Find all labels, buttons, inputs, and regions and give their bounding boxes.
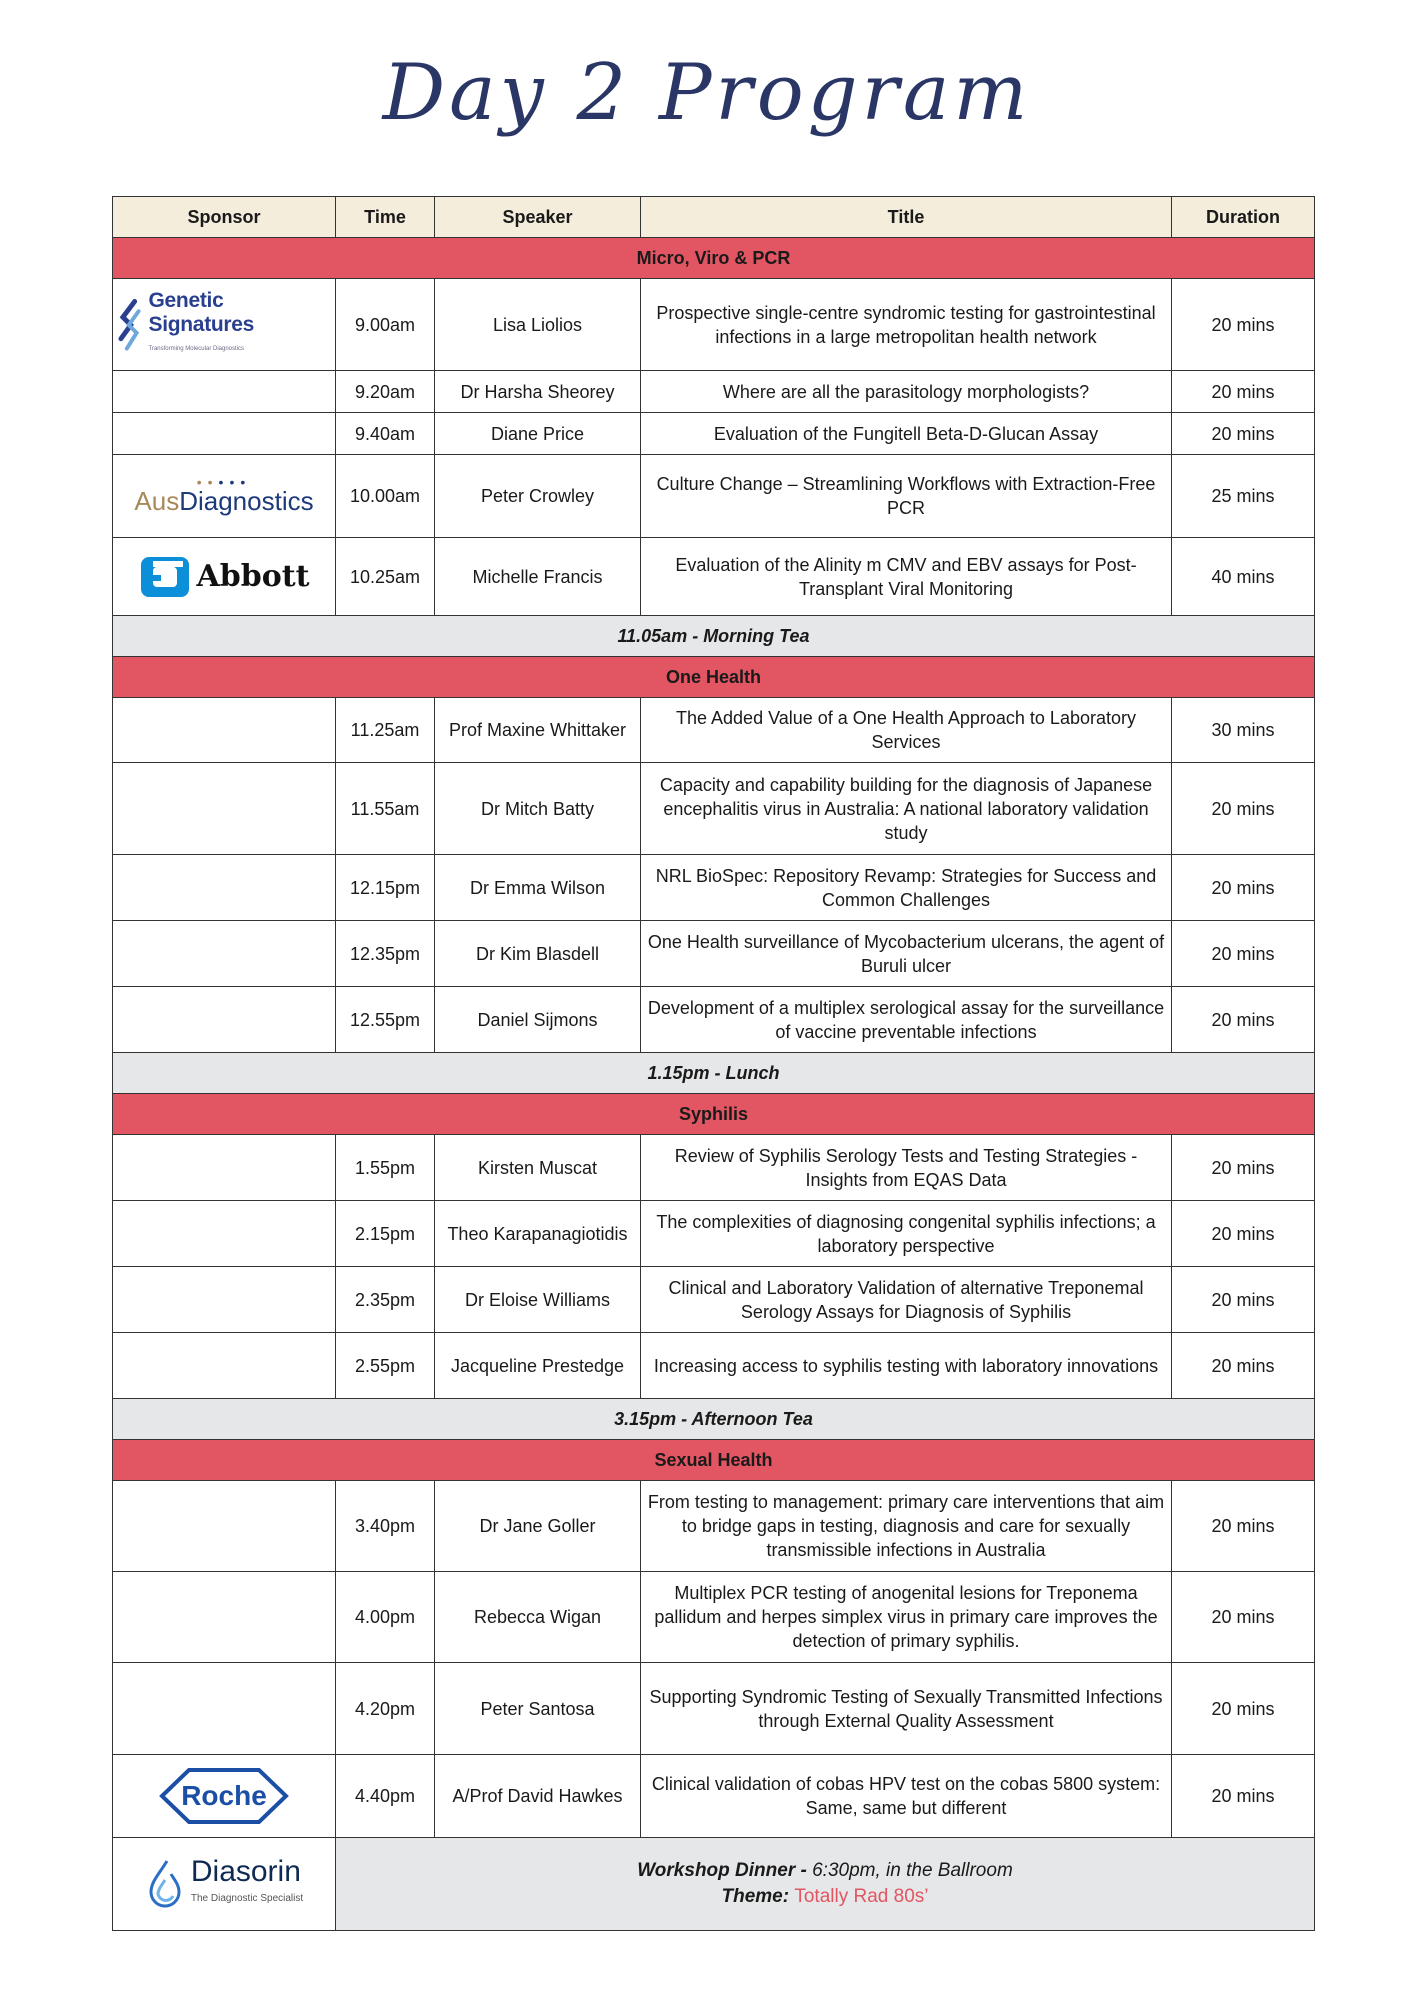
speaker-cell: Dr Harsha Sheorey [435,371,641,413]
ausdiagnostics-logo [117,474,331,516]
time-cell: 1.55pm [336,1135,435,1201]
speaker-cell: Dr Kim Blasdell [435,921,641,987]
table-row [113,987,1315,1053]
break-lunch: 1.15pm - Lunch [113,1053,1315,1094]
theme-label: Theme: [721,1886,790,1907]
speaker-cell: Dr Emma Wilson [435,855,641,921]
sponsor-cell [113,1267,336,1333]
speaker-cell: Peter Crowley [435,455,641,538]
title-cell: Development of a multiplex serological assay for the surveillance of vaccine preventable infections [641,987,1172,1053]
sponsor-tagline: The Diagnostic Specialist [190,1893,304,1904]
section-one-health: One Health [113,657,1315,698]
duration-cell: 20 mins [1172,1201,1315,1267]
break-row [113,616,1315,657]
sponsor-cell [113,1201,336,1267]
title-cell: Evaluation of the Fungitell Beta-D-Glucan Assay [641,413,1172,455]
table-row [113,279,1315,371]
sponsor-name: Abbott [196,558,310,594]
title-cell: Capacity and capability building for the diagnosis of Japanese encephalitis virus in Australia: A national laboratory validation study [641,763,1172,855]
sponsor-name: Genetic Signatures [148,288,255,336]
sponsor-cell [113,921,336,987]
sponsor-cell [113,455,336,538]
header-row [113,197,1315,238]
time-cell: 11.55am [336,763,435,855]
table-row [113,1663,1315,1755]
header-duration: Duration [1172,197,1315,238]
abbott-icon [139,555,191,599]
title-cell: NRL BioSpec: Repository Revamp: Strategies for Success and Common Challenges [641,855,1172,921]
sponsor-cell [113,279,336,371]
program-table [112,196,1315,1931]
title-cell: The Added Value of a One Health Approach to Laboratory Services [641,698,1172,763]
title-cell: Clinical and Laboratory Validation of alternative Treponemal Serology Assays for Diagnosis of Syphilis [641,1267,1172,1333]
duration-cell: 20 mins [1172,921,1315,987]
time-cell: 10.25am [336,538,435,616]
title-cell: Prospective single-centre syndromic testing for gastrointestinal infections in a large metropolitan health network [641,279,1172,371]
theme-value: Totally Rad 80s’ [794,1886,929,1907]
time-cell: 12.55pm [336,987,435,1053]
table-row [113,698,1315,763]
title-cell: Culture Change – Streamlining Workflows with Extraction-Free PCR [641,455,1172,538]
time-cell: 9.00am [336,279,435,371]
duration-cell: 20 mins [1172,1663,1315,1755]
sponsor-cell [113,855,336,921]
speaker-cell: Lisa Liolios [435,279,641,371]
speaker-cell: Theo Karapanagiotidis [435,1201,641,1267]
sponsor-cell [113,413,336,455]
speaker-cell: A/Prof David Hawkes [435,1755,641,1838]
duration-cell: 20 mins [1172,1572,1315,1663]
table-row [113,1572,1315,1663]
sponsor-name-part: Diagnostics [179,486,314,516]
table-row [113,455,1315,538]
speaker-cell: Peter Santosa [435,1663,641,1755]
break-row [113,1399,1315,1440]
time-cell: 9.20am [336,371,435,413]
time-cell: 4.00pm [336,1572,435,1663]
speaker-cell: Prof Maxine Whittaker [435,698,641,763]
table-row [113,1481,1315,1572]
section-row [113,657,1315,698]
duration-cell: 20 mins [1172,1267,1315,1333]
duration-cell: 20 mins [1172,413,1315,455]
time-cell: 2.35pm [336,1267,435,1333]
break-morning-tea: 11.05am - Morning Tea [113,616,1315,657]
duration-cell: 20 mins [1172,1333,1315,1399]
dots-icon: ••••• [196,474,252,490]
time-cell: 2.55pm [336,1333,435,1399]
speaker-cell: Dr Mitch Batty [435,763,641,855]
sponsor-cell [113,698,336,763]
genetic-signatures-icon [117,299,143,351]
table-row [113,413,1315,455]
table-row [113,763,1315,855]
section-sexual-health: Sexual Health [113,1440,1315,1481]
header-sponsor: Sponsor [113,197,336,238]
table-row [113,855,1315,921]
time-cell: 12.35pm [336,921,435,987]
speaker-cell: Daniel Sijmons [435,987,641,1053]
diasorin-drop-icon [145,1858,185,1910]
speaker-cell: Rebecca Wigan [435,1572,641,1663]
duration-cell: 20 mins [1172,855,1315,921]
title-cell: Review of Syphilis Serology Tests and Testing Strategies - Insights from EQAS Data [641,1135,1172,1201]
dinner-detail: 6:30pm, in the Ballroom [812,1860,1013,1881]
sponsor-name: Diasorin [190,1855,301,1888]
sponsor-cell [113,1755,336,1838]
section-syphilis: Syphilis [113,1094,1315,1135]
title-cell: Supporting Syndromic Testing of Sexually Transmitted Infections through External Quality Assessment [641,1663,1172,1755]
section-row [113,1094,1315,1135]
page-title: Day 2 Program [382,48,1032,138]
title-cell: One Health surveillance of Mycobacterium ulcerans, the agent of Buruli ulcer [641,921,1172,987]
speaker-cell: Michelle Francis [435,538,641,616]
table-row [113,371,1315,413]
duration-cell: 20 mins [1172,371,1315,413]
time-cell: 9.40am [336,413,435,455]
genetic-signatures-logo [117,289,331,361]
break-row [113,1053,1315,1094]
title-cell: Multiplex PCR testing of anogenital lesions for Treponema pallidum and herpes simplex virus in primary care improves the detection of primary syphilis. [641,1572,1172,1663]
table-row [113,538,1315,616]
sponsor-cell [113,1135,336,1201]
duration-cell: 30 mins [1172,698,1315,763]
duration-cell: 40 mins [1172,538,1315,616]
duration-cell: 20 mins [1172,763,1315,855]
sponsor-cell [113,1481,336,1572]
header-time: Time [336,197,435,238]
duration-cell: 20 mins [1172,1481,1315,1572]
header-speaker: Speaker [435,197,641,238]
time-cell: 12.15pm [336,855,435,921]
time-cell: 11.25am [336,698,435,763]
title-cell: Evaluation of the Alinity m CMV and EBV assays for Post-Transplant Viral Monitoring [641,538,1172,616]
sponsor-cell [113,763,336,855]
duration-cell: 20 mins [1172,987,1315,1053]
break-afternoon-tea: 3.15pm - Afternoon Tea [113,1399,1315,1440]
speaker-cell: Jacqueline Prestedge [435,1333,641,1399]
time-cell: 4.20pm [336,1663,435,1755]
table-row [113,1135,1315,1201]
roche-logo [117,1767,331,1825]
sponsor-cell [113,987,336,1053]
table-row [113,921,1315,987]
duration-cell: 20 mins [1172,1755,1315,1838]
time-cell: 3.40pm [336,1481,435,1572]
sponsor-cell [113,1838,336,1931]
header-title: Title [641,197,1172,238]
sponsor-cell [113,538,336,616]
diasorin-logo [117,1857,331,1911]
speaker-cell: Dr Jane Goller [435,1481,641,1572]
duration-cell: 25 mins [1172,455,1315,538]
time-cell: 2.15pm [336,1201,435,1267]
sponsor-name: Roche [181,1780,267,1811]
table-row [113,1201,1315,1267]
section-row [113,238,1315,279]
table-row [113,1755,1315,1838]
abbott-logo [117,555,331,599]
duration-cell: 20 mins [1172,279,1315,371]
sponsor-cell [113,1663,336,1755]
speaker-cell: Dr Eloise Williams [435,1267,641,1333]
title-cell: The complexities of diagnosing congenital syphilis infections; a laboratory perspective [641,1201,1172,1267]
title-cell: Where are all the parasitology morphologists? [641,371,1172,413]
dinner-label: Workshop Dinner - [637,1860,807,1881]
section-micro: Micro, Viro & PCR [113,238,1315,279]
section-row [113,1440,1315,1481]
sponsor-name-part: Aus [134,486,180,516]
sponsor-cell [113,371,336,413]
sponsor-cell [113,1333,336,1399]
speaker-cell: Diane Price [435,413,641,455]
title-cell: Increasing access to syphilis testing with laboratory innovations [641,1333,1172,1399]
table-row [113,1333,1315,1399]
sponsor-tagline: Transforming Molecular Diagnostics [148,345,244,352]
time-cell: 4.40pm [336,1755,435,1838]
event-row [113,1838,1315,1931]
table-row [113,1267,1315,1333]
title-cell: From testing to management: primary care interventions that aim to bridge gaps in testing, diagnosis and care for sexually transmissible infections in Australia [641,1481,1172,1572]
duration-cell: 20 mins [1172,1135,1315,1201]
time-cell: 10.00am [336,455,435,538]
event-cell [336,1838,1315,1931]
sponsor-cell [113,1572,336,1663]
title-cell: Clinical validation of cobas HPV test on the cobas 5800 system: Same, same but different [641,1755,1172,1838]
speaker-cell: Kirsten Muscat [435,1135,641,1201]
